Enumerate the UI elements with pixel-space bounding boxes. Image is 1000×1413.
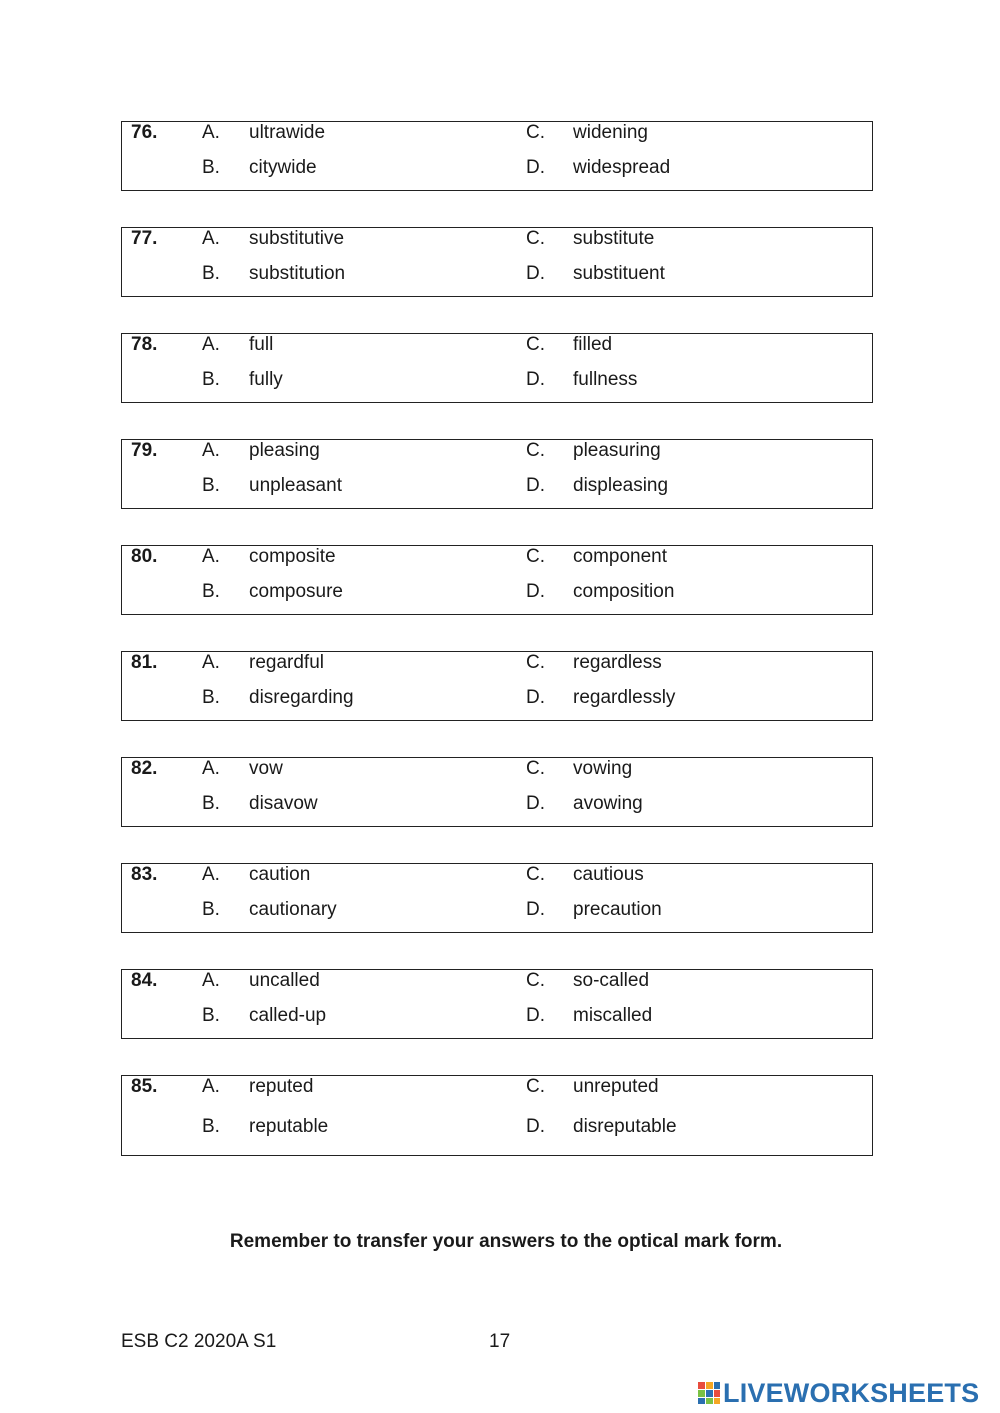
option-b[interactable]: cautionary [249,899,337,920]
option-c-label: C. [526,546,545,567]
question-number: 84. [131,970,158,991]
option-b[interactable]: called-up [249,1005,327,1026]
liveworksheets-brand[interactable] [697,1377,979,1409]
option-b-label: B. [202,793,220,814]
question-number: 78. [131,334,158,355]
option-a[interactable]: caution [249,864,311,885]
option-c-label: C. [526,228,545,249]
option-d-label: D. [526,1116,545,1137]
option-c-label: C. [526,334,545,355]
option-b-label: B. [202,899,220,920]
question-83 [121,863,873,933]
option-b-label: B. [202,157,220,178]
option-d-label: D. [526,581,545,602]
option-a[interactable]: reputed [249,1076,314,1097]
option-d[interactable]: fullness [573,369,638,390]
option-a[interactable]: uncalled [249,970,320,991]
option-c-label: C. [526,970,545,991]
option-c[interactable]: pleasuring [573,440,661,461]
question-82 [121,757,873,827]
option-d[interactable]: substituent [573,263,665,284]
footer-page-number: 17 [489,1331,511,1352]
option-a-label: A. [202,546,220,567]
option-b-label: B. [202,369,220,390]
option-a[interactable]: vow [249,758,283,779]
option-b-label: B. [202,1116,220,1137]
option-a[interactable]: full [249,334,274,355]
option-a-label: A. [202,970,220,991]
option-b-label: B. [202,263,220,284]
option-d-label: D. [526,899,545,920]
option-a-label: A. [202,122,220,143]
question-80 [121,545,873,615]
option-c[interactable]: widening [573,122,648,143]
option-b[interactable]: unpleasant [249,475,342,496]
option-a-label: A. [202,758,220,779]
option-c-label: C. [526,758,545,779]
option-b-label: B. [202,581,220,602]
option-c-label: C. [526,864,545,885]
option-a-label: A. [202,864,220,885]
option-a[interactable]: regardful [249,652,324,673]
option-b-label: B. [202,475,220,496]
footer-exam-code: ESB C2 2020A S1 [121,1331,277,1352]
option-a[interactable]: pleasing [249,440,320,461]
question-78 [121,333,873,403]
option-d[interactable]: miscalled [573,1005,653,1026]
option-d[interactable]: disreputable [573,1116,677,1137]
question-number: 79. [131,440,158,461]
option-a-label: A. [202,334,220,355]
option-b[interactable]: disregarding [249,687,354,708]
question-77 [121,227,873,297]
option-d[interactable]: avowing [573,793,643,814]
option-a-label: A. [202,1076,220,1097]
option-c[interactable]: component [573,546,668,567]
option-b[interactable]: reputable [249,1116,329,1137]
option-b[interactable]: substitution [249,263,346,284]
transfer-reminder: Remember to transfer your answers to the optical mark form. [229,1231,783,1252]
question-number: 81. [131,652,158,673]
option-b-label: B. [202,687,220,708]
question-79 [121,439,873,509]
option-b[interactable]: fully [249,369,283,390]
option-d-label: D. [526,475,545,496]
option-a-label: A. [202,652,220,673]
question-76 [121,121,873,191]
question-84 [121,969,873,1039]
option-c[interactable]: vowing [573,758,633,779]
option-c[interactable]: regardless [573,652,662,673]
option-d[interactable]: composition [573,581,675,602]
question-number: 85. [131,1076,158,1097]
question-number: 82. [131,758,158,779]
option-a[interactable]: substitutive [249,228,345,249]
option-c[interactable]: unreputed [573,1076,659,1097]
option-d-label: D. [526,263,545,284]
option-d-label: D. [526,687,545,708]
option-b-label: B. [202,1005,220,1026]
question-81 [121,651,873,721]
option-d-label: D. [526,793,545,814]
option-a-label: A. [202,228,220,249]
option-c-label: C. [526,122,545,143]
option-b[interactable]: disavow [249,793,318,814]
option-a[interactable]: ultrawide [249,122,326,143]
option-d[interactable]: regardlessly [573,687,676,708]
question-85 [121,1075,873,1156]
option-c-label: C. [526,652,545,673]
option-d[interactable]: displeasing [573,475,669,496]
option-d[interactable]: precaution [573,899,662,920]
option-d-label: D. [526,1005,545,1026]
question-number: 76. [131,122,158,143]
brand-name: LIVEWORKSHEETS [723,1377,980,1408]
option-c[interactable]: cautious [573,864,644,885]
question-number: 80. [131,546,158,567]
option-a-label: A. [202,440,220,461]
option-c-label: C. [526,1076,545,1097]
option-b[interactable]: composure [249,581,343,602]
option-c-label: C. [526,440,545,461]
question-number: 83. [131,864,158,885]
option-d-label: D. [526,157,545,178]
option-d-label: D. [526,369,545,390]
option-c[interactable]: substitute [573,228,655,249]
option-b[interactable]: citywide [249,157,317,178]
option-a[interactable]: composite [249,546,336,567]
option-d[interactable]: widespread [573,157,671,178]
liveworksheets-logo-icon [697,1381,721,1405]
question-number: 77. [131,228,158,249]
option-c[interactable]: filled [573,334,613,355]
option-c[interactable]: so-called [573,970,650,991]
